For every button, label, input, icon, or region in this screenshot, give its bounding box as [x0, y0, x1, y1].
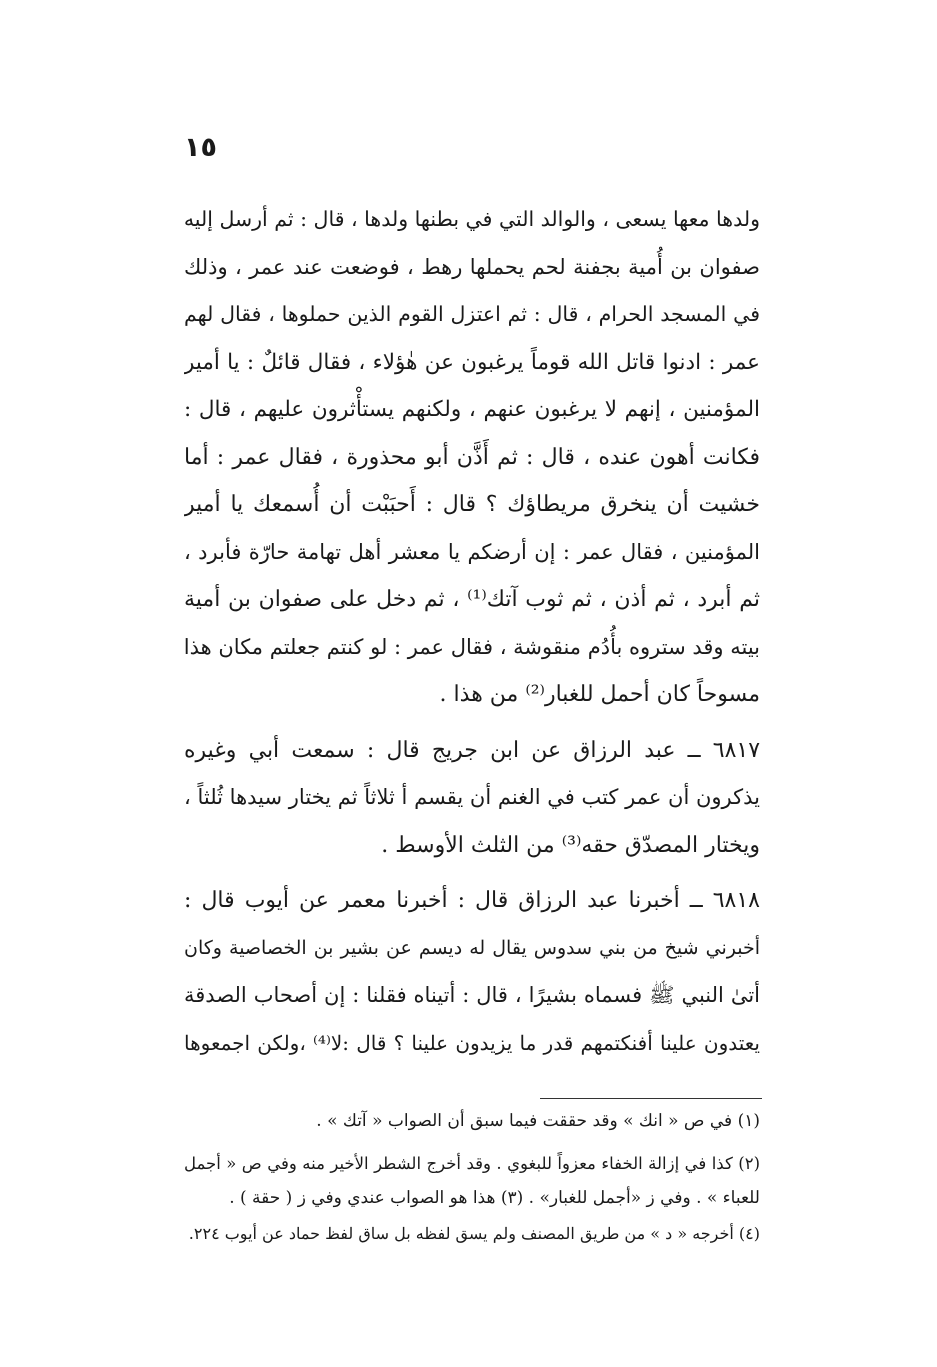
text-line: أخبرني شيخ من بني سدوس يقال له ديسم عن بشير بن الخصاصية وكان — [184, 936, 760, 959]
paragraph-hadith-6817 — [184, 727, 760, 870]
text-line: أتىٰ النبي ﷺ فسماه بشيرًا ، قال : أتيناه فقلنا : إن أصحاب الصدقة — [184, 983, 760, 1007]
footnote-2-3-line: للعباء » . وفي ز «أجمل للغبار» . (٣) هذا هو الصواب عندي وفي ز ( حقة ) . — [229, 1188, 760, 1208]
text-line: المؤمنين ، فقال عمر : إن أرضكم يا معشر أهل تهامة حارّة فأبرد ، — [184, 539, 760, 564]
footnote-2: (٢) كذا في إزالة الخفاء معزواً للبغوي . وقد أخرج الشطر الأخير منه وفي ص « أجمل — [184, 1154, 760, 1173]
footnotes — [184, 1104, 760, 1251]
text-line: صفوان بن أُمية بجفنة لحم يحملها رهط ، فوضعت عند عمر ، وذلك — [184, 254, 760, 279]
footnote-4: (٤) أخرجه « د » من طريق المصنف ولم يسق لفظه بل ساق لفظ حماد عن أيوب ٢٢٤. — [188, 1224, 760, 1243]
body-text — [184, 196, 760, 1067]
footnote-separator — [540, 1098, 762, 1099]
text-line: ٦٨١٨ ــ أخبرنا عبد الرزاق قال : أخبرنا معمر عن أيوب قال : — [184, 888, 760, 913]
page-number: ١٥ — [184, 132, 217, 163]
footnote-gap — [184, 1139, 760, 1146]
text-line: المؤمنين ، إنهم لا يرغبون عنهم ، ولكنهم يستأْثرون عليهم ، قال : — [184, 397, 760, 422]
text-line: ٦٨١٧ ــ عبد الرزاق عن ابن جريج قال : سمعت أبي وغيره — [184, 737, 760, 763]
text-line: ثم أبرد ، ثم أذن ، ثم ثوب آتك⁽¹⁾ ، ثم دخل على صفوان بن أمية — [184, 587, 760, 612]
text-line: خشيت أن ينخرق مريطاؤك ؟ قال : أَحبَبْت أن أُسمعك يا أمير — [184, 492, 760, 517]
footnote-1: (١) في ص « انك » وقد حققت فيما سبق أن الصواب « آتك » . — [316, 1111, 760, 1131]
text-line: في المسجد الحرام ، قال : ثم اعتزل القوم الذين حملوها ، فقال لهم — [184, 302, 760, 326]
text-line: بيته وقد ستروه بأُدُم منقوشة ، فقال عمر : لو كنتم جعلتم مكان هذا — [184, 634, 760, 659]
text-line: عمر : ادنوا قاتل الله قوماً يرغبون عن هٰؤلاء ، فقال قائلٌ : يا أمير — [184, 349, 760, 375]
text-line: فكانت أهون عنده ، قال : ثم أَذَّن أبو محذورة ، فقال عمر : أما — [184, 444, 760, 470]
text-line: ويختار المصدّق حقه⁽³⁾ من الثلث الأوسط . — [381, 832, 760, 858]
text-line: مسوحاً كان أحمل للغبار⁽²⁾ من هذا . — [439, 682, 760, 707]
paragraph-gap — [184, 719, 760, 727]
text-line: ولدها معها يسعى ، والوالد التي في بطنها ولدها ، قال : ثم أرسل إليه — [184, 207, 760, 231]
text-line: يعتدون علينا أفنكتمهم قدر ما يزيدون علينا ؟ قال :لا⁽⁴⁾ ،ولكن اجمعوها — [184, 1030, 760, 1055]
text-line: يذكرون أن عمر كتب في الغنم أن يقسم أ ثلاثاً ثم يختار سيدها ثُلثاً ، — [184, 785, 760, 809]
paragraph-gap — [184, 869, 760, 877]
paragraph-narration — [184, 196, 760, 719]
paragraph-hadith-6818 — [184, 877, 760, 1067]
